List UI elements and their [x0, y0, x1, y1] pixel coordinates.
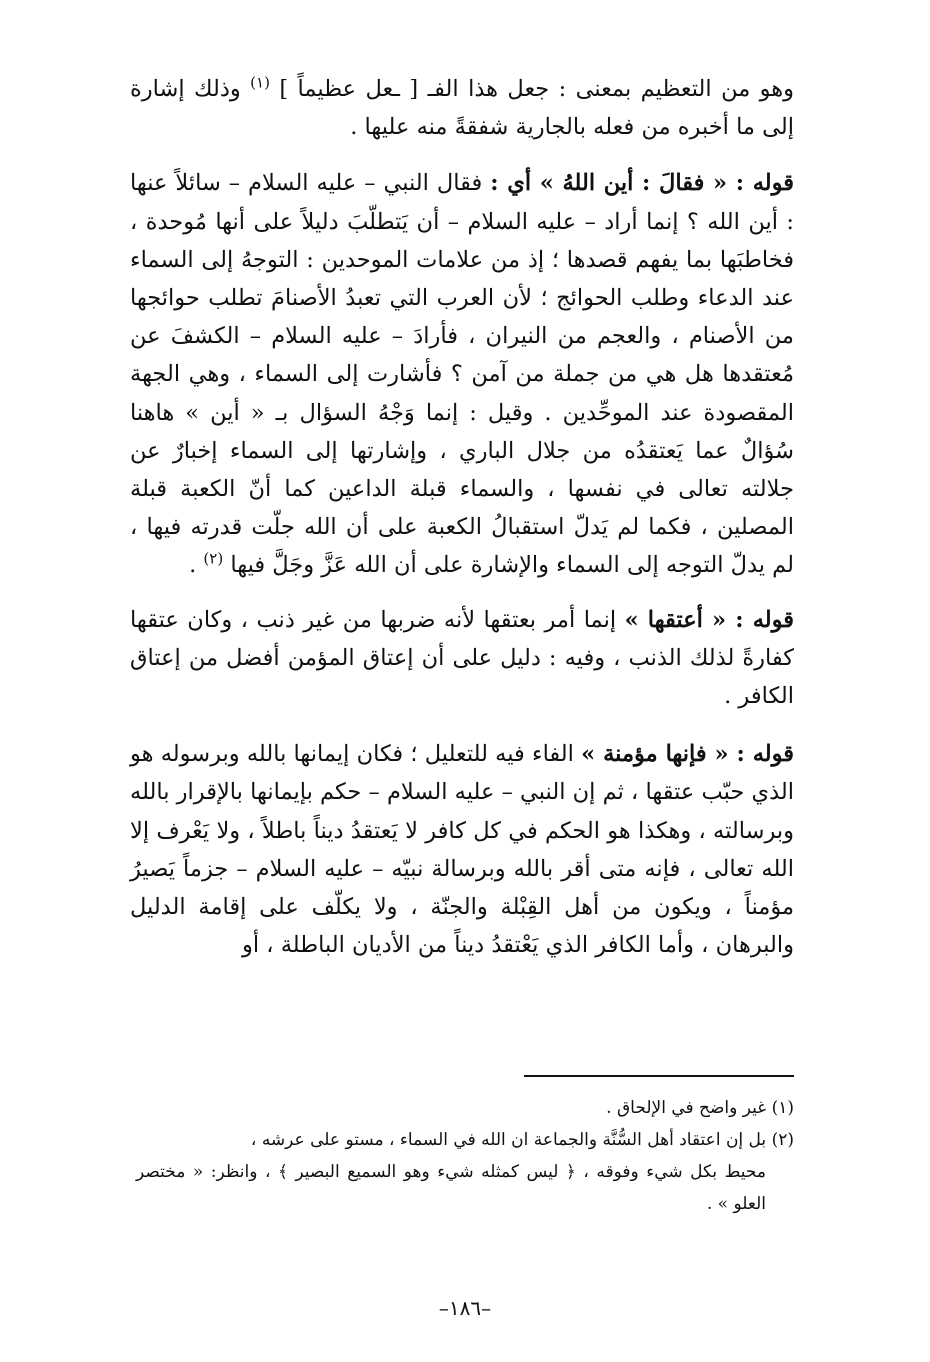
paragraph-2-tail: .	[189, 552, 197, 579]
footnote-2-number: (٢)	[771, 1130, 794, 1150]
paragraph-4	[130, 735, 794, 964]
footnote-divider	[524, 1075, 794, 1077]
footnote-2-text: بل إن اعتقاد أهل السُّنَّة والجماعة ان الله في السماء ، مستو على عرشه ،	[250, 1130, 767, 1150]
paragraph-2	[130, 164, 794, 584]
footnote-2	[136, 1124, 794, 1156]
main-text	[130, 70, 794, 964]
paragraph-3-text: إنما أمر بعتقها لأنه ضربها من غير ذنب ، وكان عتقها كفارةً لذلك الذنب ، وفيه : دليل على أن إعتاق المؤمن أفضل من إعتاق الكافر .	[130, 606, 794, 710]
footnote-1-number: (١)	[771, 1098, 794, 1118]
paragraph-1-tail: وذلك إشارة إلى ما أخبره من فعله بالجارية شفقةً منه عليها .	[130, 76, 794, 141]
paragraph-1	[130, 70, 794, 146]
paragraph-2-lead: قوله : « فقالَ : أين اللهُ » أي :	[490, 170, 794, 197]
footnote-ref-2[interactable]: (٢)	[203, 549, 224, 568]
paragraph-1-text: وهو من التعظيم بمعنى : جعل هذا الفـ [ ـعل عظيماً ]	[279, 76, 795, 102]
paragraph-4-lead: قوله : « فإنها مؤمنة »	[581, 741, 794, 768]
footnote-2-continuation-text: محيط بكل شيء وفوقه ، ﴿ ليس كمثله شيء وهو السميع البصير ﴾ ، وانظر: « مختصر العلو » .	[136, 1162, 766, 1214]
paragraph-4-text: الفاء فيه للتعليل ؛ فكان إيمانها بالله وبرسوله هو الذي حبّب عتقها ، ثم إن النبي – عليه السلام – حكم بإيمانها بالإقرار بالله وبرسالته ، وهكذا هو الحكم في كل كافر لا يَعتقدُ ديناً باطلاً ، ولا يَعْرف إلا الله تعالى ، فإنه متى أقر بالله وبرسالة نبيّه – عليه السلام – جزماً يَصيرُ مؤمناً ، ويكون من أهل القِبْلة والجنّة ، ولا يكلّف على إقامة الدليل والبرهان ، وأما الكافر الذي يَعْتقدُ ديناً من الأديان الباطلة ، أو	[130, 741, 794, 959]
page-number: –١٨٦–	[438, 1296, 492, 1320]
footnote-ref-1[interactable]: (١)	[250, 73, 270, 92]
footnote-1	[136, 1092, 794, 1124]
paragraph-3-lead: قوله : « أعتقها »	[624, 606, 795, 633]
paragraph-2-text: فقال النبي – عليه السلام – سائلاً عنها : أين الله ؟ إنما أراد – عليه السلام – أن يَتطلّبَ دليلاً على أنها مُوحدة ، فخاطبَها بما يفهم قصدها ؛ إذ من علامات الموحدين : التوجهُ إلى السماء عند الدعاء وطلب الحوائج ؛ لأن العرب التي تعبدُ الأصنامَ تطلب حوائجها من الأصنام ، والعجم من النيران ، فأرادَ – عليه السلام – الكشفَ عن مُعتقدها هل هي من جملة من آمن ؟ فأشارت إلى السماء ، وهي الجهة المقصودة عند الموحِّدين . وقيل : إنما وَجْهُ السؤال بـ « أين » هاهنا سُؤالٌ عما يَعتقدُه من جلال الباري ، وإشارتها إلى السماء إخبارٌ عن جلالته تعالى في نفسها ، والسماء قبلة الداعين كما أنّ الكعبة قبلة المصلين ، فكما لم يَدلّ استقبالُ الكعبة على أن الله جلّت قدرته فيها ، لم يدلّ التوجه إلى السماء والإشارة على أن الله عَزَّ وجَلَّ فيها	[130, 170, 794, 579]
footnote-1-text: غير واضح في الإلحاق .	[606, 1098, 767, 1118]
footnote-2-continuation	[136, 1156, 794, 1220]
footnotes	[136, 1092, 794, 1220]
paragraph-3	[130, 601, 794, 716]
